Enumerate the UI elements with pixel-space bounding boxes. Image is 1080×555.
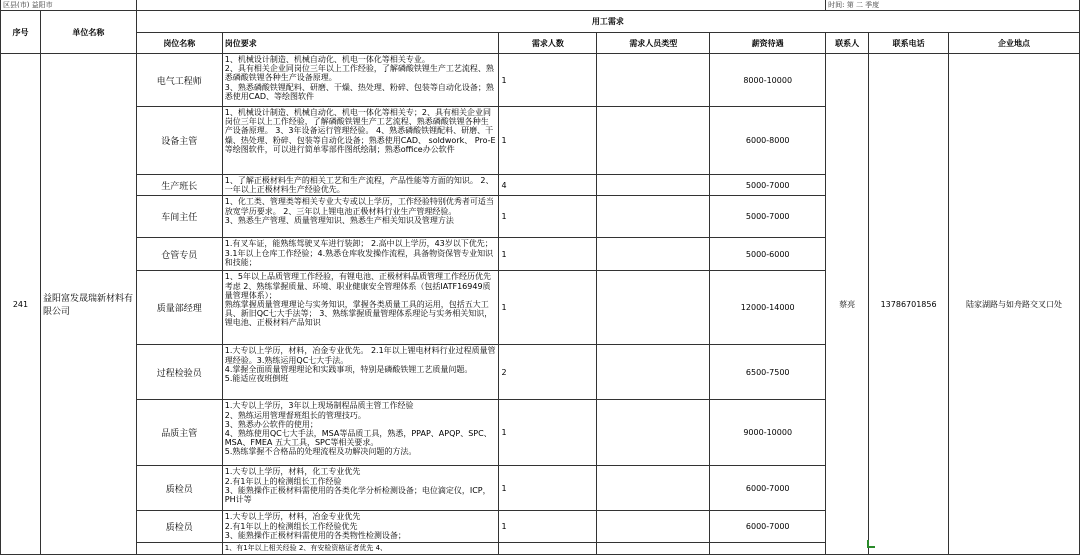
- count-cell: 1: [499, 511, 597, 543]
- requirements-cell: 1、有1年以上相关经验 2、有安检资格证者优先 4、: [222, 543, 499, 555]
- header-row-1: [1, 11, 1080, 33]
- col-header-seq: 序号: [1, 11, 41, 54]
- header-row-2: [1, 33, 1080, 54]
- salary-cell: 12000-14000: [710, 271, 826, 345]
- requirements-cell: 1、5年以上品质管理工作经验，有锂电池、正极材料品质管理工作经历优先考虑 2、熟练掌握质量、环境、职业健康安全管理体系（包括IATF16949质量管理体系）； 熟练掌握质量管理理论与实务知识，掌握各类质量工具的运用，包括五大工具、新旧QC七大手法等； 3、熟练掌握质量管理体系理论与实务相关知识，锂电池、正极材料产品知识: [222, 271, 499, 345]
- requirements-cell: 1.大专以上学历，材料，化工专业优先 2.有1年以上的检测组长工作经验 3、能熟操作正极材料需使用的各类化学分析检测设备；电位滴定仪，ICP，PH计等: [222, 466, 499, 511]
- position-cell: 生产班长: [136, 175, 222, 196]
- requirements-cell: 1、化工类、管理类等相关专业大专或以上学历，工作经验特别优秀者可适当放宽学历要求。 2、三年以上锂电池正极材料行业生产管理经验。 3、熟悉生产管理、质量管理知识、熟悉生产相关知识及管理方法: [222, 196, 499, 238]
- salary-cell: 6500-7500: [710, 345, 826, 400]
- position-cell: 质检员: [136, 466, 222, 511]
- position-cell: 质检员: [136, 511, 222, 543]
- position-cell: 仓管专员: [136, 238, 222, 271]
- col-header-phone: 联系电话: [869, 33, 949, 54]
- position-cell: 质量部经理: [136, 271, 222, 345]
- salary-cell: 9000-10000: [710, 400, 826, 466]
- type-cell: [597, 107, 710, 175]
- type-cell: [597, 54, 710, 107]
- position-cell: 车间主任: [136, 196, 222, 238]
- count-cell: 1: [499, 54, 597, 107]
- count-cell: 1: [499, 107, 597, 175]
- contact-cell: 蔡亮: [826, 54, 869, 555]
- type-cell: [597, 400, 710, 466]
- requirements-cell: 1.大专以上学历，3年以上现场制程品质主管工作经验 2、熟练运用管理督班组长的管理技巧。 3、熟悉办公软件的使用； 4、熟练使用QC七大手法，MSA等品质工具，熟悉，PPAP、APQP、SPC、MSA、FMEA 五大工具，SPC等相关要求。 5.熟练掌握不合格品的处理流程及功解决问题的方法。: [222, 400, 499, 466]
- cut-top-row: [1, 0, 1080, 11]
- col-header-demand: 用工需求: [136, 11, 1079, 33]
- requirements-cell: 1、了解正极材料生产的相关工艺和生产流程，产品性能等方面的知识。 2、一年以上正极材料生产经验优先。: [222, 175, 499, 196]
- col-header-location: 企业地点: [949, 33, 1080, 54]
- type-cell: [597, 175, 710, 196]
- count-cell: 1: [499, 400, 597, 466]
- type-cell: [597, 511, 710, 543]
- top-right-fragment: 时间: 第 二 季度: [826, 0, 1080, 11]
- col-header-count: 需求人数: [499, 33, 597, 54]
- location-cell: 陆家湖路与如舟路交叉口处: [949, 54, 1080, 555]
- type-cell: [597, 345, 710, 400]
- count-cell: 1: [499, 238, 597, 271]
- col-header-salary: 薪资待遇: [710, 33, 826, 54]
- col-header-contact: 联系人: [826, 33, 869, 54]
- col-header-company: 单位名称: [40, 11, 136, 54]
- col-header-type: 需求人员类型: [597, 33, 710, 54]
- company-name-cell: 益阳富发晟瑞新材料有限公司: [40, 54, 136, 555]
- cell-corner-marker: [867, 540, 875, 548]
- phone-cell: 13786701856: [869, 54, 949, 555]
- type-cell: [597, 271, 710, 345]
- position-cell: 电气工程师: [136, 54, 222, 107]
- salary-cell: 6000-7000: [710, 466, 826, 511]
- requirements-cell: 1.有叉车证，能熟练驾驶叉车进行装卸； 2.高中以上学历，43岁以下优先； 3.1年以上仓库工作经验；4.熟悉仓库收发操作流程，具备物资保管专业知识和技能；: [222, 238, 499, 271]
- type-cell: [597, 196, 710, 238]
- requirements-cell: 1、机械设计制造、机械自动化、机电一体化等相关专业。 2、具有相关企业同岗位三年以上工作经验，了解磷酸铁锂生产工艺流程、熟悉磷酸铁锂各种生产设备原理。 3、熟悉磷酸铁锂配料、研磨、干燥、热处理、粉碎、包装等自动化设备；熟悉使用CAD、等绘图软件: [222, 54, 499, 107]
- seq-cell: 241: [1, 54, 41, 555]
- salary-cell: 5000-7000: [710, 196, 826, 238]
- top-left-fragment: 区县(市) 益阳市: [1, 0, 137, 11]
- position-cell: 设备主管: [136, 107, 222, 175]
- count-cell: 1: [499, 196, 597, 238]
- salary-cell: 5000-7000: [710, 175, 826, 196]
- salary-cell: 5000-6000: [710, 238, 826, 271]
- salary-cell: 8000-10000: [710, 54, 826, 107]
- type-cell: [597, 466, 710, 511]
- requirements-cell: 1.大专以上学历，材料，冶金专业优先 2.有1年以上的检测组长工作经验优先 3、能熟操作正极材料需使用的各类物性检测设备；: [222, 511, 499, 543]
- salary-cell: 6000-7000: [710, 511, 826, 543]
- requirements-cell: 1、机械设计制造、机械自动化、机电一体化等相关专；2、具有相关企业同岗位三年以上工作经验，了解磷酸铁锂生产工艺流程、熟悉磷酸铁锂各种生产设备原理。 3、3年设备运行管理经验。 4、熟悉磷酸铁锂配料、研磨、干燥、热处理、粉碎、包装等自动化设备；熟悉使用CAD、 soldwork、 Pro-E等绘图软件，可以进行简单零部件图纸绘制；熟悉office办公软件: [222, 107, 499, 175]
- count-cell: 2: [499, 345, 597, 400]
- count-cell: 1: [499, 466, 597, 511]
- type-cell: [597, 238, 710, 271]
- col-header-requirements: 岗位要求: [222, 33, 499, 54]
- count-cell: 1: [499, 271, 597, 345]
- requirements-cell: 1.大专以上学历，材料，冶金专业优先。 2.1年以上锂电材料行业过程质量管理经验。3.熟练运用QC七大手法。 4.掌握全面质量管理理论和实践事项，特别是磷酸铁锂工艺质量问题。 5.能适应夜班倒班: [222, 345, 499, 400]
- count-cell: 4: [499, 175, 597, 196]
- col-header-position: 岗位名称: [136, 33, 222, 54]
- position-cell: 品质主管: [136, 400, 222, 466]
- salary-cell: 6000-8000: [710, 107, 826, 175]
- position-cell: 过程检验员: [136, 345, 222, 400]
- table-row: [1, 54, 1080, 107]
